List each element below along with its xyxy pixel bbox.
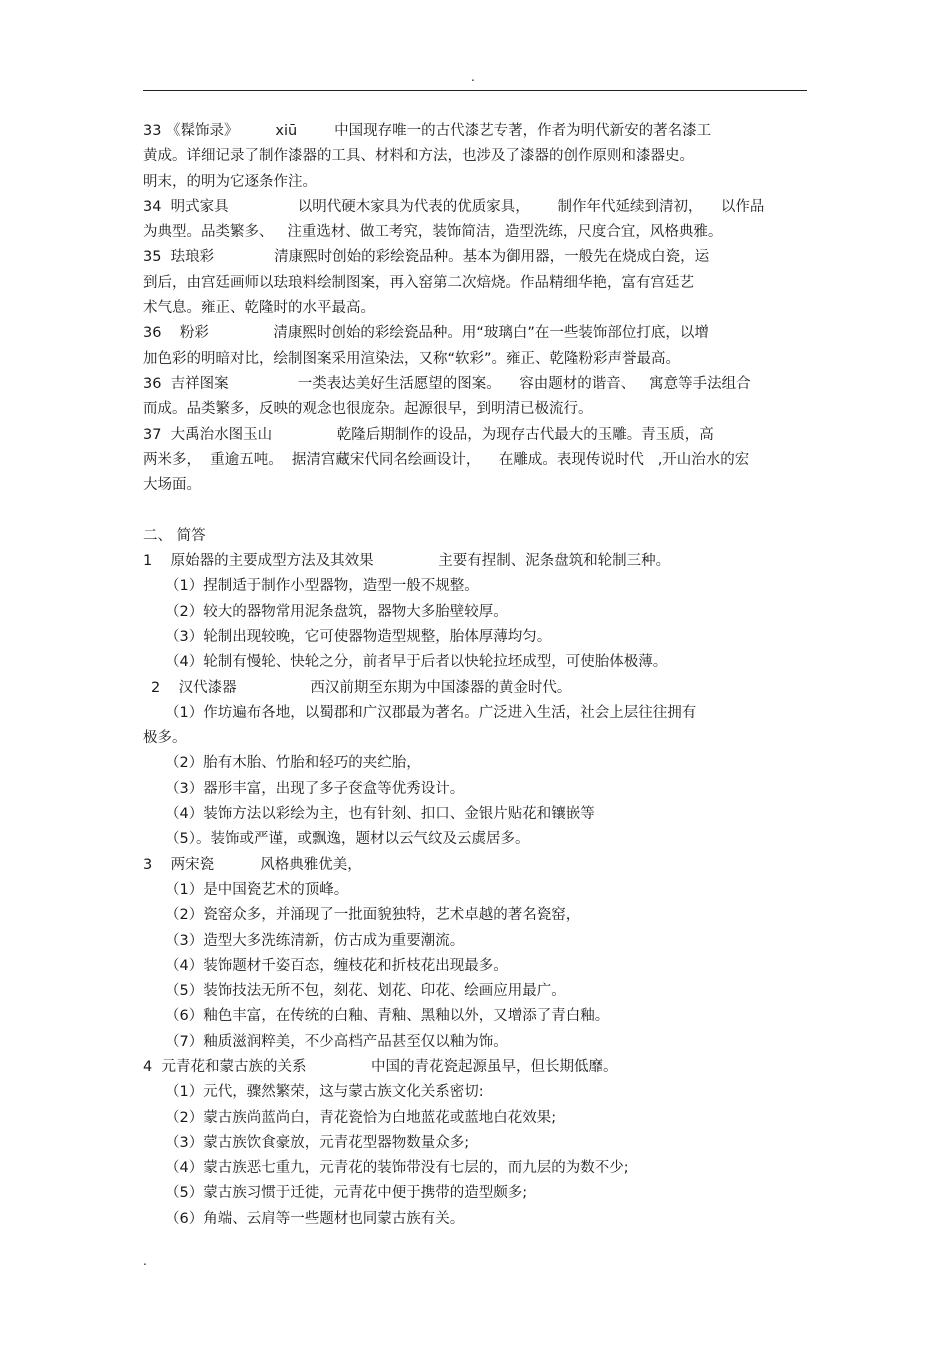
answer-head: 2 汉代漆器 西汉前期至东期为中国漆器的黄金时代。 <box>151 679 572 696</box>
term-35 <box>143 245 807 321</box>
list-item: （2）胎有木胎、竹胎和轻巧的夹纻胎， <box>165 755 421 772</box>
text-line: 34 明式家具 以明代硬木家具为代表的优质家具， 制作年代延续到清初， 以作品 <box>143 198 765 215</box>
text-line: 术气息。雍正、乾隆时的水平最高。 <box>143 300 375 317</box>
answer-head: 3 两宋瓷 风格典雅优美， <box>143 856 362 873</box>
list-item: （7）釉质滋润粹美，不少高档产品甚至仅以釉为饰。 <box>165 1033 508 1050</box>
list-item: （4）蒙古族恶七重九，元青花的装饰带没有七层的，而九层的为数不少; <box>165 1160 629 1177</box>
list-item: （3）蒙古族饮食豪放，元青花型器物数量众多; <box>165 1134 470 1151</box>
text-line: 36 吉祥图案 一类表达美好生活愿望的图案。 容由题材的谐音、 寓意等手法组合 <box>143 375 751 392</box>
list-item: （5）。装饰或严谨，或飘逸，题材以云气纹及云虡居多。 <box>165 831 530 848</box>
text-line: 到后，由宫廷画师以珐琅料绘制图案，再入窑第二次焙烧。作品精细华艳，富有宫廷艺 <box>143 274 694 291</box>
list-item: （3）轮制出现较晚，它可使器物造型规整，胎体厚薄均匀。 <box>165 628 552 645</box>
section-title: 二、 简答 <box>143 527 206 544</box>
text-line: 而成。品类繁多，反映的观念也很庞杂。起源很早，到明清已极流行。 <box>143 401 593 418</box>
answer-4 <box>143 1055 807 1232</box>
section-gap <box>143 498 807 523</box>
text-line: 为典型。品类繁多、 注重选材、做工考究，装饰简洁，造型洗练，尺度合宜，风格典雅。 <box>143 224 723 241</box>
text-line: 明末，的明为它逐条作注。 <box>143 173 317 190</box>
text-line: 黄成。详细记录了制作漆器的工具、材料和方法，也涉及了漆器的创作原则和漆器史。 <box>143 148 694 165</box>
text-line: 37 大禹治水图玉山 乾隆后期制作的设品，为现存古代最大的玉雕。青玉质，高 <box>143 426 714 443</box>
list-item: （1）作坊遍布各地，以蜀郡和广汉郡最为著名。广泛进入生活，社会上层往往拥有 <box>165 704 697 721</box>
page-content <box>143 119 807 1232</box>
list-item: （1）是中国瓷艺术的顶峰。 <box>165 881 349 898</box>
text-line: 36 粉彩 清康熙时创始的彩绘瓷品种。用“玻璃白”在一些装饰部位打底，以增 <box>143 325 709 342</box>
list-item: （4）轮制有慢轮、快轮之分，前者早于后者以快轮拉坯成型，可使胎体极薄。 <box>165 654 668 671</box>
list-item: （6）角端、云肩等一些题材也同蒙古族有关。 <box>165 1210 465 1227</box>
header-rule <box>143 90 807 91</box>
list-item: （1）元代，骤然繁荣，这与蒙古族文化关系密切: <box>165 1084 484 1101</box>
list-item: （4）装饰方法以彩绘为主，也有针刻、扣口、金银片贴花和镶嵌等 <box>165 806 595 823</box>
term-34 <box>143 195 807 246</box>
list-item: （2）较大的器物常用泥条盘筑，器物大多胎壁较厚。 <box>165 603 508 620</box>
term-36-fencai <box>143 321 807 372</box>
list-item: （2）瓷窑众多，并涌现了一批面貌独特，艺术卓越的著名瓷窑， <box>165 907 581 924</box>
list-item: （6）釉色丰富，在传统的白釉、青釉、黑釉以外，又增添了青白釉。 <box>165 1008 610 1025</box>
list-item: （5）蒙古族习惯于迁徙，元青花中便于携带的造型颇多; <box>165 1185 528 1202</box>
text-line: 大场面。 <box>143 477 201 494</box>
list-item: （3）器形丰富，出现了多子奁盒等优秀设计。 <box>165 780 465 797</box>
answer-head: 1 原始器的主要成型方法及其效果 主要有捏制、泥条盘筑和轮制三种。 <box>143 553 671 570</box>
text-line: 33 《髹饰录》 xiū 中国现存唯一的古代漆艺专著，作者为明代新安的著名漆工 <box>143 123 712 139</box>
answer-head: 4 元青花和蒙古族的关系 中国的青花瓷起源虽早，但长期低靡。 <box>143 1058 618 1075</box>
term-37 <box>143 423 807 499</box>
list-item: （1）捏制适于制作小型器物，造型一般不规整。 <box>165 578 479 595</box>
list-item: （3）造型大多洗练清新，仿古成为重要潮流。 <box>165 932 465 949</box>
term-33 <box>143 119 807 195</box>
header-dot: . <box>471 70 475 84</box>
text-line: 加色彩的明暗对比，绘制图案采用渲染法，又称“软彩”。雍正、乾隆粉彩声誉最高。 <box>143 350 681 367</box>
answer-3 <box>143 853 807 1055</box>
answer-2 <box>143 676 807 853</box>
text-line: 35 珐琅彩 清康熙时创始的彩绘瓷品种。基本为御用器，一般先在烧成白瓷，运 <box>143 249 710 266</box>
list-item: （4）装饰题材千姿百态，缠枝花和折枝花出现最多。 <box>165 957 508 974</box>
list-item-continuation: 极多。 <box>143 730 187 747</box>
list-item: （2）蒙古族尚蓝尚白，青花瓷恰为白地蓝花或蓝地白花效果; <box>165 1109 557 1126</box>
answer-1 <box>143 549 807 675</box>
term-36-jixiang <box>143 372 807 423</box>
footer-dot: . <box>143 1254 147 1268</box>
list-item: （5）装饰技法无所不包，刻花、划花、印花、绘画应用最广。 <box>165 983 566 1000</box>
text-line: 两米多， 重逾五吨。 据清宫藏宋代同名绘画设计， 在雕成。表现传说时代 ,开山治水的宏 <box>143 451 750 468</box>
